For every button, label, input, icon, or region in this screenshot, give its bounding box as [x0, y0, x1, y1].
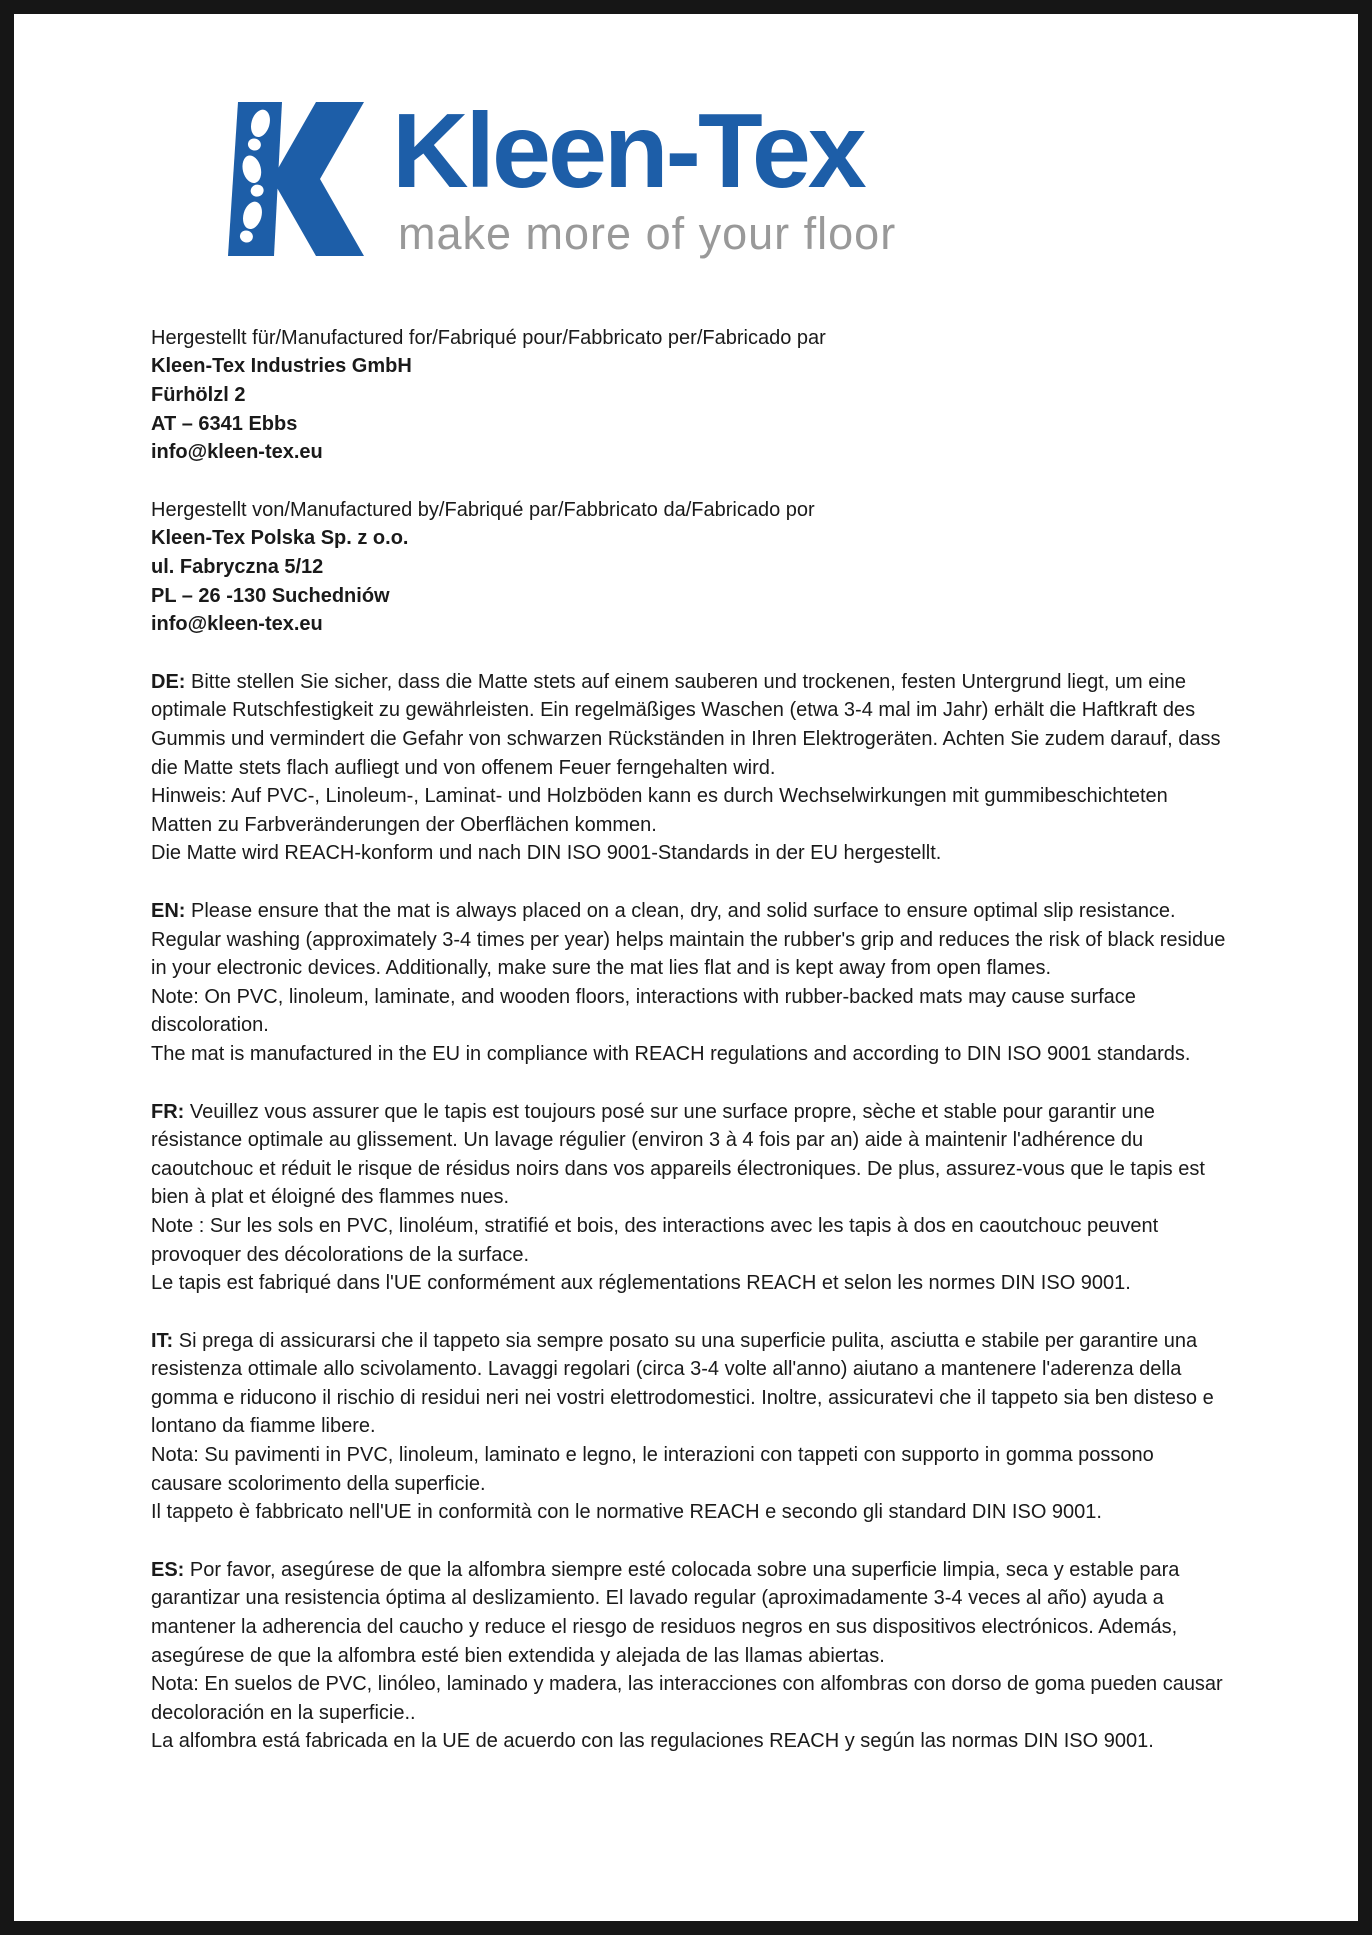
section-text: Veuillez vous assurer que le tapis est toujours posé sur une surface propre, sèche et stable pour garantir une résistance optimale au glissement. Un lavage régulier (environ 3 à 4 fois par an) aide à maintenir l'adhérence du caoutchouc et réduit le risque de résidus noirs dans vos appareils électroniques. De plus, assurez-vous que le tapis est bien à plat et éloigné des flammes nues. — [151, 1100, 1205, 1209]
manufactured-by-block — [151, 496, 1228, 639]
section-text: Please ensure that the mat is always placed on a clean, dry, and solid surface to ensure optimal slip resistance. Regular washing (approximately 3-4 times per year) helps maintain the rubber's grip and reduces the risk of black residue in your electronic devices. Additionally, make sure the mat lies flat and is kept away from open flames. — [151, 899, 1226, 980]
address-line: PL – 26 -130 Suchedniów — [151, 584, 390, 607]
manufactured-for-block — [151, 324, 1228, 467]
company-name: Kleen-Tex Polska Sp. z o.o. — [151, 527, 409, 550]
address-line: Fürhölzl 2 — [151, 384, 246, 407]
brand-name: Kleen-Tex — [392, 92, 864, 210]
address-line: ul. Fabryczna 5/12 — [151, 556, 324, 579]
email-address: info@kleen-tex.eu — [151, 613, 323, 636]
language-section-de — [151, 668, 1228, 868]
manufactured-for-heading: Hergestellt für/Manufactured for/Fabriqué pour/Fabbricato per/Fabricado par — [151, 326, 826, 349]
language-label: IT: — [151, 1329, 174, 1352]
section-text: Por favor, asegúrese de que la alfombra siempre esté colocada sobre una superficie limpia, seca y estable para garantizar una resistencia óptima al deslizamiento. El lavado regular (aproximadamente 3-4 veces al año) ayuda a mantener la adherencia del caucho y reduce el riesgo de residuos negros en sus dispositivos electrónicos. Además, asegúrese de que la alfombra esté bien extendida y alejada de las llamas abiertas. — [151, 1558, 1180, 1667]
email-address: info@kleen-tex.eu — [151, 441, 323, 464]
section-compliance: Il tappeto è fabbricato nell'UE in conformità con le normative REACH e secondo gli standard DIN ISO 9001. — [151, 1501, 1102, 1524]
language-label: DE: — [151, 670, 186, 693]
language-label: FR: — [151, 1100, 185, 1123]
section-paragraph — [151, 897, 1228, 983]
section-note: Nota: Su pavimenti in PVC, linoleum, laminato e legno, le interazioni con tappeti con supporto in gomma possono causare scolorimento della superficie. — [151, 1444, 1154, 1495]
section-compliance: La alfombra está fabricada en la UE de acuerdo con las regulaciones REACH y según las normas DIN ISO 9001. — [151, 1730, 1154, 1753]
section-note: Note: On PVC, linoleum, laminate, and wooden floors, interactions with rubber-backed mats may cause surface discoloration. — [151, 985, 1136, 1037]
section-paragraph — [151, 1098, 1228, 1212]
section-paragraph — [151, 1327, 1228, 1441]
logo — [214, 92, 1358, 260]
kleen-tex-logo-icon — [214, 100, 366, 258]
section-paragraph — [151, 668, 1228, 782]
manufactured-by-heading: Hergestellt von/Manufactured by/Fabriqué par/Fabbricato da/Fabricado por — [151, 498, 815, 521]
document-content — [14, 260, 1358, 1756]
section-text: Bitte stellen Sie sicher, dass die Matte stets auf einem sauberen und trockenen, festen Untergrund liegt, um eine optimale Rutschfestigkeit zu gewährleisten. Ein regelmäßiges Waschen (etwa 3-4 mal im Jahr) erhält die Haftkraft des Gummis und vermindert die Gefahr von schwarzen Rückständen in Ihren Elektrogeräten. Achten Sie zudem darauf, dass die Matte stets flach aufliegt und von offenem Feuer ferngehalten wird. — [151, 670, 1221, 779]
section-note: Nota: En suelos de PVC, linóleo, laminado y madera, las interacciones con alfombras con dorso de goma pueden causar decoloración en la superficie.. — [151, 1673, 1223, 1724]
section-compliance: Le tapis est fabriqué dans l'UE conformément aux réglementations REACH et selon les normes DIN ISO 9001. — [151, 1272, 1131, 1295]
section-compliance: Die Matte wird REACH-konform und nach DIN ISO 9001-Standards in der EU hergestellt. — [151, 842, 942, 865]
address-line: AT – 6341 Ebbs — [151, 412, 298, 435]
section-compliance: The mat is manufactured in the EU in compliance with REACH regulations and according to DIN ISO 9001 standards. — [151, 1042, 1191, 1065]
language-section-en — [151, 897, 1228, 1069]
language-label: ES: — [151, 1558, 185, 1581]
section-text: Si prega di assicurarsi che il tappeto sia sempre posato su una superficie pulita, asciutta e stabile per garantire una resistenza ottimale allo scivolamento. Lavaggi regolari (circa 3-4 volte all'anno) aiutano a mantenere l'aderenza della gomma e riducono il rischio di residui neri nei vostri elettrodomestici. Inoltre, assicuratevi che il tappeto sia ben disteso e lontano da fiamme libere. — [151, 1329, 1214, 1438]
section-note: Note : Sur les sols en PVC, linoléum, stratifié et bois, des interactions avec les tapis à dos en caoutchouc peuvent provoquer des décolorations de la surface. — [151, 1214, 1159, 1266]
section-paragraph — [151, 1556, 1228, 1670]
language-section-it — [151, 1327, 1228, 1527]
language-section-fr — [151, 1098, 1228, 1298]
brand-tagline: make more of your floor — [398, 207, 897, 259]
section-note: Hinweis: Auf PVC-, Linoleum-, Laminat- und Holzböden kann es durch Wechselwirkungen mit gummibeschichteten Matten zu Farbveränderungen der Oberflächen kommen. — [151, 785, 1168, 836]
language-section-es — [151, 1556, 1228, 1756]
company-name: Kleen-Tex Industries GmbH — [151, 355, 412, 378]
language-label: EN: — [151, 899, 186, 922]
logo-text — [392, 92, 897, 260]
